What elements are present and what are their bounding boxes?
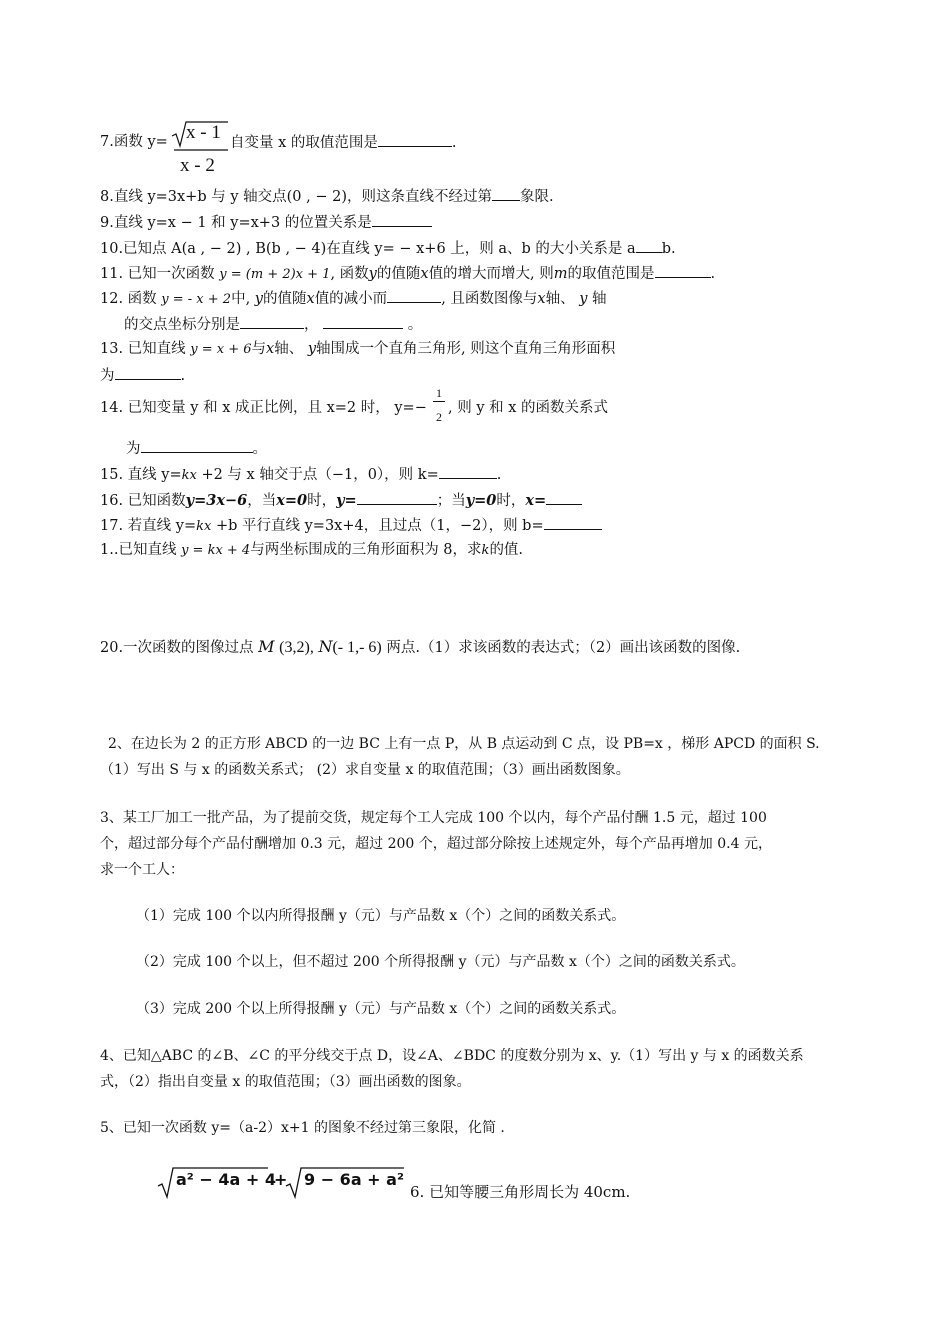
p3-line2: 个，超过部分每个产品付酬增加 0.3 元，超过 200 个，超过部分除按上述规定外，每个产品再增加 0.4 元， — [100, 836, 772, 852]
answer-blank[interactable] — [439, 464, 497, 479]
q14-numerator: 1 — [436, 386, 442, 400]
p3-line1: 3、某工厂加工一批产品，为了提前交货，规定每个工人完成 100 个以内，每个产品付酬 1.5 元，超过 100 — [100, 810, 767, 826]
answer-blank[interactable] — [240, 314, 304, 329]
q11: 11. 已知一次函数 y = (m + 2)x + 1, 函数y的值随x值的增大而增大, 则m的取值范围是 . — [100, 263, 715, 285]
p5-radicand-1: a² − 4a + 4 — [176, 1170, 276, 1189]
answer-blank[interactable] — [372, 212, 432, 227]
answer-blank[interactable] — [636, 238, 662, 253]
p5-line1: 5、已知一次函数 y=（a-2）x+1 的图象不经过第三象限，化简 . — [100, 1120, 505, 1136]
answer-blank[interactable] — [387, 288, 441, 303]
q1: 1..已知直线 y = kx + 4与两坐标围成的三角形面积为 8，求k的值. — [100, 542, 524, 558]
q14-rest: , 则 y 和 x 的函数关系式 — [448, 400, 609, 416]
answer-blank[interactable] — [115, 365, 181, 380]
q20: 20.一次函数的图像过点 M (3,2), N(- 1,- 6) 两点.（1）求该函数的表达式；（2）画出该函数的图像. — [100, 637, 741, 656]
q14-line1: 14. 已知变量 y 和 x 成正比例，且 x=2 时， y=− — [100, 400, 427, 416]
p2-line1: 2、在边长为 2 的正方形 ABCD 的一边 BC 上有一点 P，从 B 点运动到 C 点，设 PB=x ，梯形 APCD 的面积 S. — [108, 736, 820, 752]
q17: 17. 若直线 y=kx +b 平行直线 y=3x+4，且过点（1，−2），则 b= — [100, 515, 602, 537]
q16: 16. 已知函数y=3x−6，当x=0时，y= ；当y=0时，x= — [100, 490, 582, 511]
q7-denominator: x - 2 — [180, 155, 215, 176]
q7-numerator: x - 1 — [186, 122, 221, 143]
q13-line1: 13. 已知直线 y = x + 6与x轴、 y轴围成一个直角三角形, 则这个直角三角形面积 — [100, 341, 616, 357]
q12-line2: 的交点坐标分别是 ， 。 — [124, 314, 422, 335]
q7-text: 自变量 x 的取值范围是 . — [230, 132, 457, 153]
p3-line3: 求一个工人： — [100, 862, 184, 878]
q14-line2: 为 。 — [126, 438, 267, 459]
q7-prefix: 7.函数 y= — [100, 134, 168, 150]
answer-blank[interactable] — [544, 515, 602, 530]
answer-blank[interactable] — [141, 438, 253, 453]
q14-fraction-bar — [433, 401, 445, 402]
p3-sub3: （3）完成 200 个以上所得报酬 y（元）与产品数 x（个）之间的函数关系式。 — [136, 1001, 626, 1017]
q12-line1: 12. 函数 y = - x + 2中, y的值随x值的减小而 , 且函数图像与x轴、 y 轴 — [100, 288, 607, 310]
q13-line2: 为 . — [100, 365, 185, 386]
p3-sub2: （2）完成 100 个以上，但不超过 200 个所得报酬 y（元）与产品数 x（个）之间的函数关系式。 — [136, 954, 745, 970]
answer-blank[interactable] — [357, 490, 437, 505]
answer-blank[interactable] — [655, 263, 711, 278]
p2-line2: （1）写出 S 与 x 的函数关系式； (2）求自变量 x 的取值范围；（3）画出函数图象。 — [100, 762, 630, 778]
p6: 6. 已知等腰三角形周长为 40cm. — [410, 1183, 631, 1201]
p5-plus: + — [274, 1170, 288, 1189]
q9: 9.直线 y=x − 1 和 y=x+3 的位置关系是 — [100, 212, 432, 233]
p3-sub1: （1）完成 100 个以内所得报酬 y（元）与产品数 x（个）之间的函数关系式。 — [136, 908, 626, 924]
p4-line1: 4、已知△ABC 的∠B、∠C 的平分线交于点 D，设∠A、∠BDC 的度数分别为 x、y.（1）写出 y 与 x 的函数关系 — [100, 1048, 804, 1064]
q8: 8.直线 y=3x+b 与 y 轴交点(0 , − 2)，则这条直线不经过第 象限. — [100, 186, 554, 207]
answer-blank[interactable] — [378, 132, 452, 147]
p5-radicand-2: 9 − 6a + a² — [304, 1170, 404, 1189]
q15: 15. 直线 y=kx +2 与 x 轴交于点（−1，0），则 k= . — [100, 464, 501, 486]
p4-line2: 式，（2）指出自变量 x 的取值范围；（3）画出函数的图象。 — [100, 1074, 471, 1090]
q10: 10.已知点 A(a , − 2) , B(b , − 4)在直线 y= − x+6 上，则 a、b 的大小关系是 a b. — [100, 238, 676, 259]
answer-blank[interactable] — [492, 186, 520, 201]
answer-blank[interactable] — [323, 314, 403, 329]
answer-blank[interactable] — [546, 490, 582, 505]
q14-denominator: 2 — [436, 410, 442, 424]
